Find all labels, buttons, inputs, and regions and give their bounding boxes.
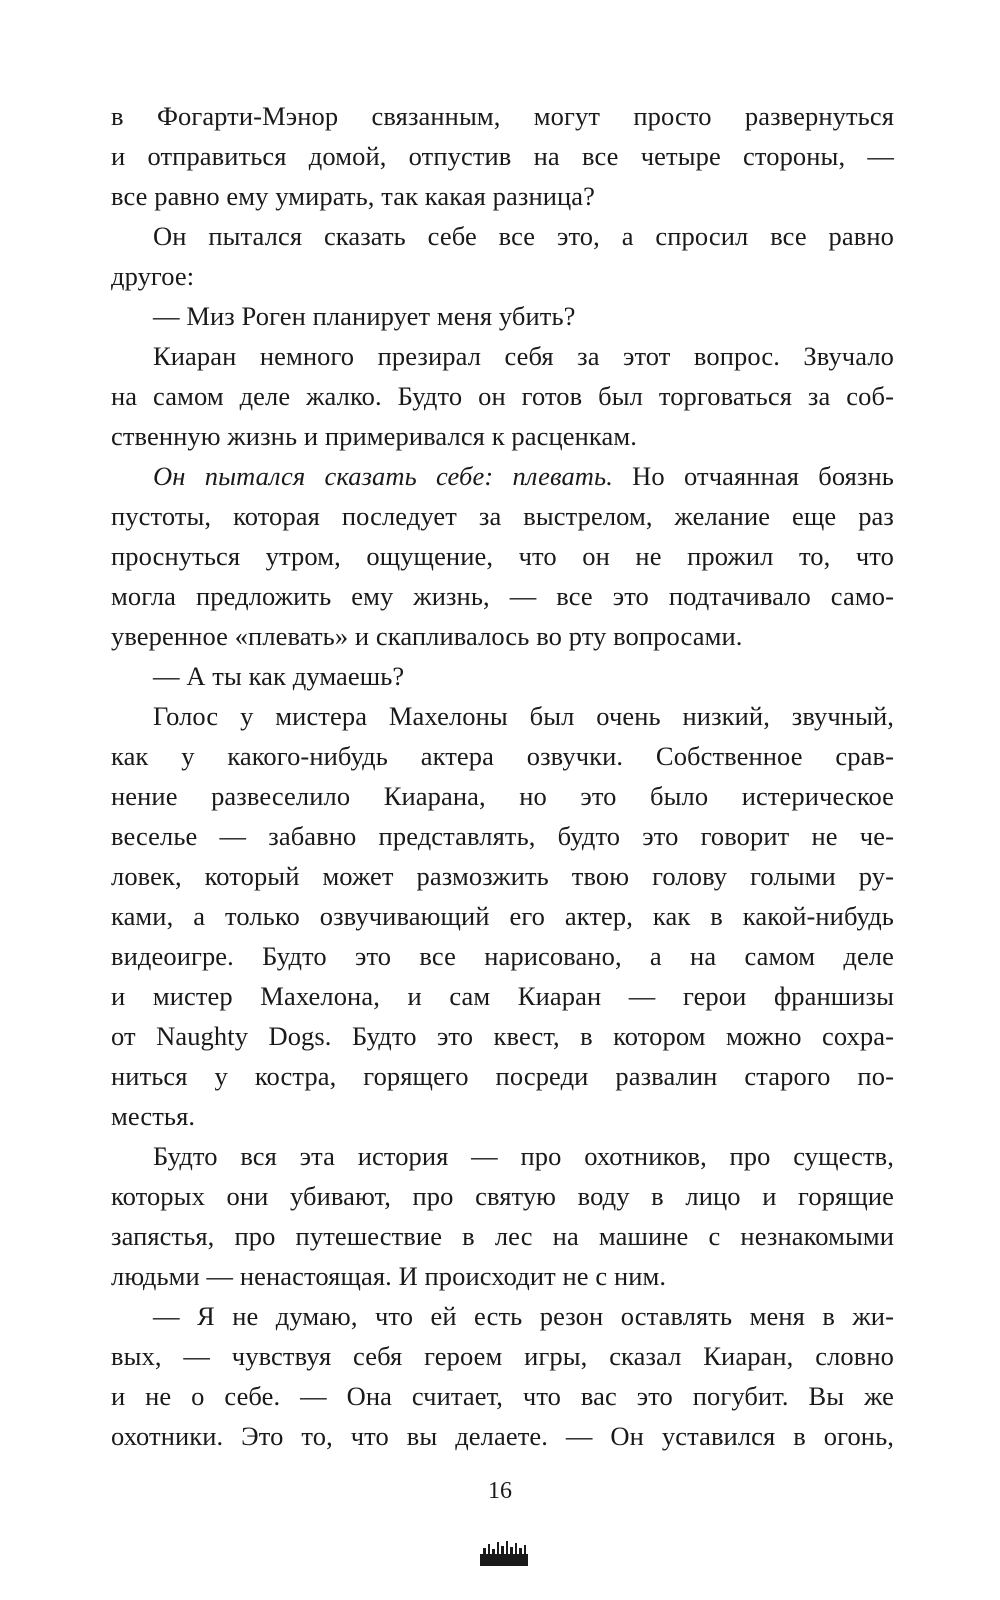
- text-line: [111, 1416, 894, 1456]
- text-line: [111, 376, 894, 416]
- text-line: [111, 136, 894, 176]
- line-text: от Naughty Dogs. Будто это квест, в котором можно сохра-: [111, 1021, 894, 1051]
- line-text: вых, — чувствуя себя героем игры, сказал Киаран, словно: [111, 1341, 894, 1371]
- line-text: уверенное «плевать» и скапливалось во рту вопросами.: [111, 621, 743, 651]
- text-line: [111, 1096, 894, 1136]
- line-text: Будто вся эта история — про охотников, про существ,: [153, 1141, 894, 1171]
- text-line: [111, 976, 894, 1016]
- line-text: все равно ему умирать, так какая разница?: [111, 181, 596, 211]
- line-text: ниться у костра, горящего посреди развалин старого по-: [111, 1061, 894, 1091]
- text-line: [111, 736, 894, 776]
- line-text: которых они убивают, про святую воду в лицо и горящие: [111, 1181, 894, 1211]
- line-text: — Миз Роген планирует меня убить?: [153, 301, 576, 331]
- text-line: [111, 336, 894, 376]
- line-text: людьми — ненастоящая. И происходит не с ним.: [111, 1261, 667, 1291]
- line-text: запястья, про путешествие в лес на машине с незнакомыми: [111, 1221, 894, 1251]
- text-line: [111, 96, 894, 136]
- line-text: ловек, который может размозжить твою голову голыми ру-: [111, 861, 894, 891]
- text-line: [111, 1256, 894, 1296]
- line-text: местья.: [111, 1101, 196, 1131]
- text-line: [111, 1216, 894, 1256]
- line-text: веселье — забавно представлять, будто это говорит не че-: [111, 821, 894, 851]
- text-line: [111, 576, 894, 616]
- text-line: [111, 1056, 894, 1096]
- text-line: [111, 776, 894, 816]
- publisher-logo-icon: [480, 1540, 528, 1566]
- text-line: [111, 176, 894, 216]
- line-text: могла предложить ему жизнь, — все это подтачивало само-: [111, 581, 894, 611]
- line-text: Но отчаянная боязнь: [612, 461, 894, 491]
- line-text: ками, а только озвучивающий его актер, как в какой-нибудь: [111, 901, 894, 931]
- text-line: [111, 936, 894, 976]
- text-line: [111, 816, 894, 856]
- line-text: — А ты как думаешь?: [153, 661, 405, 691]
- line-text: Он пытался сказать себе все это, а спросил все равно: [153, 221, 894, 251]
- text-line: [111, 1136, 894, 1176]
- text-line: [111, 616, 894, 656]
- line-text: охотники. Это то, что вы делаете. — Он уставился в огонь,: [111, 1421, 894, 1451]
- text-line: [111, 656, 894, 696]
- text-line: [111, 216, 894, 256]
- line-text: — Я не думаю, что ей есть резон оставлять меня в жи-: [153, 1301, 894, 1331]
- line-text: ственную жизнь и примеривался к расценкам.: [111, 421, 637, 451]
- page-number: 16: [488, 1478, 512, 1504]
- text-line: [111, 496, 894, 536]
- line-text: и мистер Махелона, и сам Киаран — герои франшизы: [111, 981, 894, 1011]
- line-text: Голос у мистера Махелоны был очень низкий, звучный,: [153, 701, 894, 731]
- line-text: видеоигре. Будто это все нарисовано, а на самом деле: [111, 941, 894, 971]
- line-text: проснуться утром, ощущение, что он не прожил то, что: [111, 541, 894, 571]
- line-text: как у какого-нибудь актера озвучки. Собственное срав-: [111, 741, 894, 771]
- text-line: [111, 456, 894, 496]
- text-line: [111, 536, 894, 576]
- text-line: [111, 1016, 894, 1056]
- text-line: [111, 896, 894, 936]
- line-text: и не о себе. — Она считает, что вас это погубит. Вы же: [111, 1381, 894, 1411]
- italic-text: Он пытался сказать себе: плевать.: [153, 461, 613, 491]
- line-text: Киаран немного презирал себя за этот вопрос. Звучало: [153, 341, 894, 371]
- text-line: [111, 256, 894, 296]
- text-line: [111, 1176, 894, 1216]
- line-text: в Фогарти-Мэнор связанным, могут просто развернуться: [111, 101, 894, 131]
- body-text: [111, 96, 894, 1456]
- text-line: [111, 696, 894, 736]
- line-text: нение развеселило Киарана, но это было истерическое: [111, 781, 894, 811]
- text-line: [111, 1296, 894, 1336]
- text-line: [111, 416, 894, 456]
- line-text: другое:: [111, 261, 195, 291]
- line-text: пустоты, которая последует за выстрелом, желание еще раз: [111, 501, 894, 531]
- text-line: [111, 1336, 894, 1376]
- line-text: и отправиться домой, отпустив на все четыре стороны, —: [111, 141, 894, 171]
- text-line: [111, 856, 894, 896]
- text-line: [111, 296, 894, 336]
- line-text: на самом деле жалко. Будто он готов был торговаться за соб-: [111, 381, 894, 411]
- text-line: [111, 1376, 894, 1416]
